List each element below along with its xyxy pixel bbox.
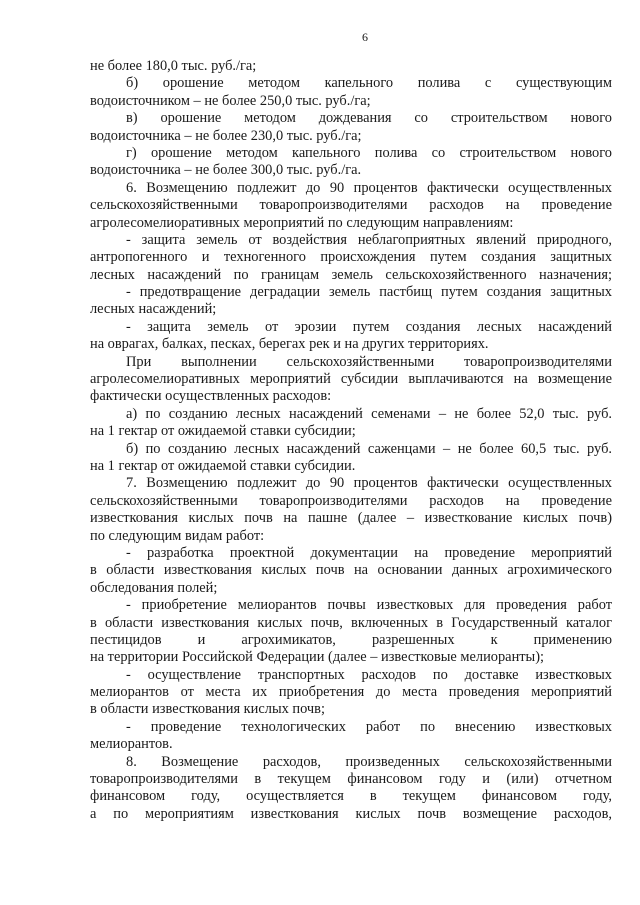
text-line: мелиорантов. bbox=[90, 736, 173, 753]
text-line: При выполнении сельскохозяйственными товаропроизводителями bbox=[126, 353, 612, 370]
text-line: в области известкования кислых почв, включенных в Государственный каталог bbox=[90, 614, 612, 631]
text-line: а по мероприятиям известкования кислых почв возмещение расходов, bbox=[90, 805, 612, 822]
text-line: - защита земель от воздействия неблагоприятных явлений природного, bbox=[126, 231, 612, 248]
text-line: не более 180,0 тыс. руб./га; bbox=[90, 58, 257, 74]
text-line: водоисточником – не более 250,0 тыс. руб./га; bbox=[90, 92, 371, 109]
text-line: б) орошение методом капельного полива с существующим bbox=[126, 75, 612, 92]
text-line: - проведение технологических работ по внесению известковых bbox=[126, 718, 612, 735]
text-line: мелиорантов от места их приобретения до места проведения мероприятий bbox=[90, 684, 612, 701]
page-number: 6 bbox=[362, 30, 368, 44]
text-line: фактически осуществленных расходов: bbox=[90, 388, 332, 405]
text-line: на территории Российской Федерации (далее – известковые мелиоранты); bbox=[90, 649, 545, 666]
text-line: пестицидов и агрохимикатов, разрешенных к применению bbox=[90, 631, 612, 648]
text-line: финансовом году, осуществляется в текущем финансовом году, bbox=[90, 788, 612, 805]
text-line: - разработка проектной документации на проведение мероприятий bbox=[126, 544, 612, 561]
text-line: водоисточника – не более 300,0 тыс. руб./га. bbox=[90, 162, 362, 179]
text-line: - предотвращение деградации земель пастбищ путем создания защитных bbox=[126, 284, 612, 301]
text-line: товаропроизводителями в текущем финансовом году и (или) отчетном bbox=[90, 771, 612, 788]
text-line: лесных насаждений по границам земель сельскохозяйственного назначения; bbox=[90, 266, 612, 283]
text-line: а) по созданию лесных насаждений семенами – не более 52,0 тыс. руб. bbox=[126, 405, 612, 422]
text-line: - осуществление транспортных расходов по доставке известковых bbox=[126, 666, 612, 683]
text-line: в области известкования кислых почв на основании данных агрохимического bbox=[90, 562, 612, 579]
text-line: 8. Возмещение расходов, произведенных сельскохозяйственными bbox=[126, 753, 612, 770]
text-line: 6. Возмещению подлежит до 90 процентов фактически осуществленных bbox=[126, 179, 612, 196]
text-line: агролесомелиоративных мероприятий по следующим направлениям: bbox=[90, 214, 514, 231]
text-line: сельскохозяйственными товаропроизводителями расходов на проведение bbox=[90, 197, 612, 214]
text-line: по следующим видам работ: bbox=[90, 527, 265, 544]
text-line: в области известкования кислых почв; bbox=[90, 701, 325, 718]
text-line: сельскохозяйственными товаропроизводителями расходов на проведение bbox=[90, 492, 612, 509]
text-line: агролесомелиоративных мероприятий субсидии выплачиваются на возмещение bbox=[90, 371, 612, 388]
text-line: антропогенного и техногенного происхождения путем создания защитных bbox=[90, 249, 612, 266]
text-line: на оврагах, балках, песках, берегах рек и на других территориях. bbox=[90, 336, 489, 353]
text-line: б) по созданию лесных насаждений саженцами – не более 60,5 тыс. руб. bbox=[126, 440, 612, 457]
text-line: водоисточника – не более 230,0 тыс. руб./га; bbox=[90, 127, 362, 144]
text-line: - приобретение мелиорантов почвы известковых для проведения работ bbox=[126, 597, 612, 614]
document-body bbox=[90, 58, 612, 823]
text-line: г) орошение методом капельного полива со строительством нового bbox=[126, 144, 612, 161]
text-line: обследования полей; bbox=[90, 579, 218, 596]
text-line: 7. Возмещению подлежит до 90 процентов фактически осуществленных bbox=[126, 475, 612, 492]
text-line: лесных насаждений; bbox=[90, 301, 217, 318]
text-line: на 1 гектар от ожидаемой ставки субсидии; bbox=[90, 423, 356, 440]
text-line: - защита земель от эрозии путем создания лесных насаждений bbox=[126, 318, 612, 335]
text-line: известкования кислых почв на пашне (далее – известкование кислых почв) bbox=[90, 510, 612, 527]
text-line: на 1 гектар от ожидаемой ставки субсидии. bbox=[90, 457, 356, 474]
text-line: в) орошение методом дождевания со строительством нового bbox=[126, 110, 612, 127]
